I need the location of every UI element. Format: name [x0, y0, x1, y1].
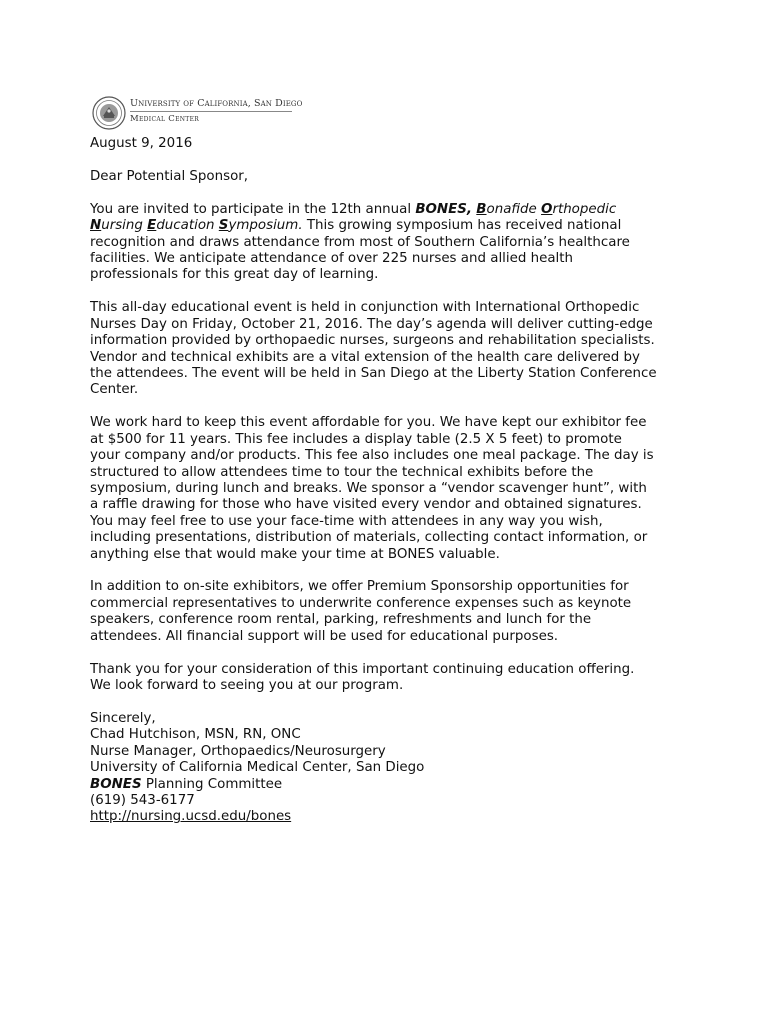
signature-website-link[interactable]: http://nursing.ucsd.edu/bones — [90, 809, 292, 825]
letterhead-medical-center: Medical Center — [130, 113, 200, 124]
paragraph-event — [90, 300, 690, 398]
letter-body — [90, 136, 690, 842]
paragraph-thanks — [90, 662, 690, 695]
paragraph-line: We look forward to seeing you at our program. — [90, 677, 404, 693]
paragraph-line: Nurses Day on Friday, October 21, 2016. The day’s agenda will deliver cutting-edge — [90, 316, 653, 332]
paragraph-line: You may feel free to use your face-time with attendees in any way you wish, — [90, 513, 603, 529]
letterhead-rule — [130, 111, 292, 112]
paragraph-line: Thank you for your consideration of this important continuing education offering. — [90, 661, 635, 677]
paragraph-line: You are invited to participate in the 12th annual BONES, Bonafide Orthopedic — [90, 201, 617, 217]
paragraph-line: information provided by orthopaedic nurses, surgeons and rehabilitation specialists. — [90, 333, 655, 349]
signature-title: Nurse Manager, Orthopaedics/Neurosurgery — [90, 743, 386, 759]
paragraph-line: including presentations, distribution of materials, collecting contact information, or — [90, 530, 648, 546]
salutation: Dear Potential Sponsor, — [90, 168, 249, 184]
paragraph-line: professionals for this great day of learning. — [90, 267, 379, 283]
signature-name: Chad Hutchison, MSN, RN, ONC — [90, 727, 301, 743]
paragraph-invitation — [90, 202, 690, 284]
paragraph-line: at $500 for 11 years. This fee includes a display table (2.5 X 5 feet) to promote — [90, 431, 622, 447]
uc-seal-icon — [92, 96, 126, 130]
signature-phone: (619) 543-6177 — [90, 792, 195, 808]
letterhead — [92, 96, 303, 130]
paragraph-line: symposium, during lunch and breaks. We sponsor a “vendor scavenger hunt”, with — [90, 480, 647, 496]
paragraph-line: the attendees. The event will be held in San Diego at the Liberty Station Conference — [90, 365, 657, 381]
letterhead-university: University of California, San Diego — [130, 98, 303, 109]
signature-block — [90, 711, 690, 826]
paragraph-line: We work hard to keep this event affordable for you. We have kept our exhibitor fee — [90, 415, 647, 431]
paragraph-line: Center. — [90, 382, 139, 398]
paragraph-line: anything else that would make your time at BONES valuable. — [90, 546, 500, 562]
paragraph-line: recognition and draws attendance from most of Southern California’s healthcare — [90, 234, 630, 250]
paragraph-line: Vendor and technical exhibits are a vital extension of the health care delivered by — [90, 349, 640, 365]
bones-acronym: BONES, — [415, 201, 473, 217]
paragraph-line: attendees. All financial support will be used for educational purposes. — [90, 628, 559, 644]
paragraph-line: a raffle drawing for those who have visited every vendor and obtained signatures. — [90, 497, 642, 513]
paragraph-exhibitor-fee — [90, 415, 690, 563]
paragraph-line: facilities. We anticipate attendance of over 225 nurses and allied health — [90, 251, 573, 267]
letterhead-text — [130, 99, 302, 123]
paragraph-line: speakers, conference room rental, parking, refreshments and lunch for the — [90, 612, 592, 628]
paragraph-line: commercial representatives to underwrite conference expenses such as keynote — [90, 595, 632, 611]
paragraph-line: This all-day educational event is held in conjunction with International Orthopedic — [90, 300, 640, 316]
paragraph-sponsorship — [90, 579, 690, 645]
paragraph-line: Nursing Education Symposium. This growing symposium has received national — [90, 218, 622, 234]
signature-closing: Sincerely, — [90, 710, 156, 726]
paragraph-line: In addition to on-site exhibitors, we offer Premium Sponsorship opportunities for — [90, 579, 629, 595]
signature-organization: University of California Medical Center, San Diego — [90, 760, 425, 776]
paragraph-line: your company and/or products. This fee also includes one meal package. The day is — [90, 448, 654, 464]
paragraph-line: structured to allow attendees time to tour the technical exhibits before the — [90, 464, 594, 480]
letter-date: August 9, 2016 — [90, 136, 193, 151]
signature-committee: BONES Planning Committee — [90, 776, 283, 792]
